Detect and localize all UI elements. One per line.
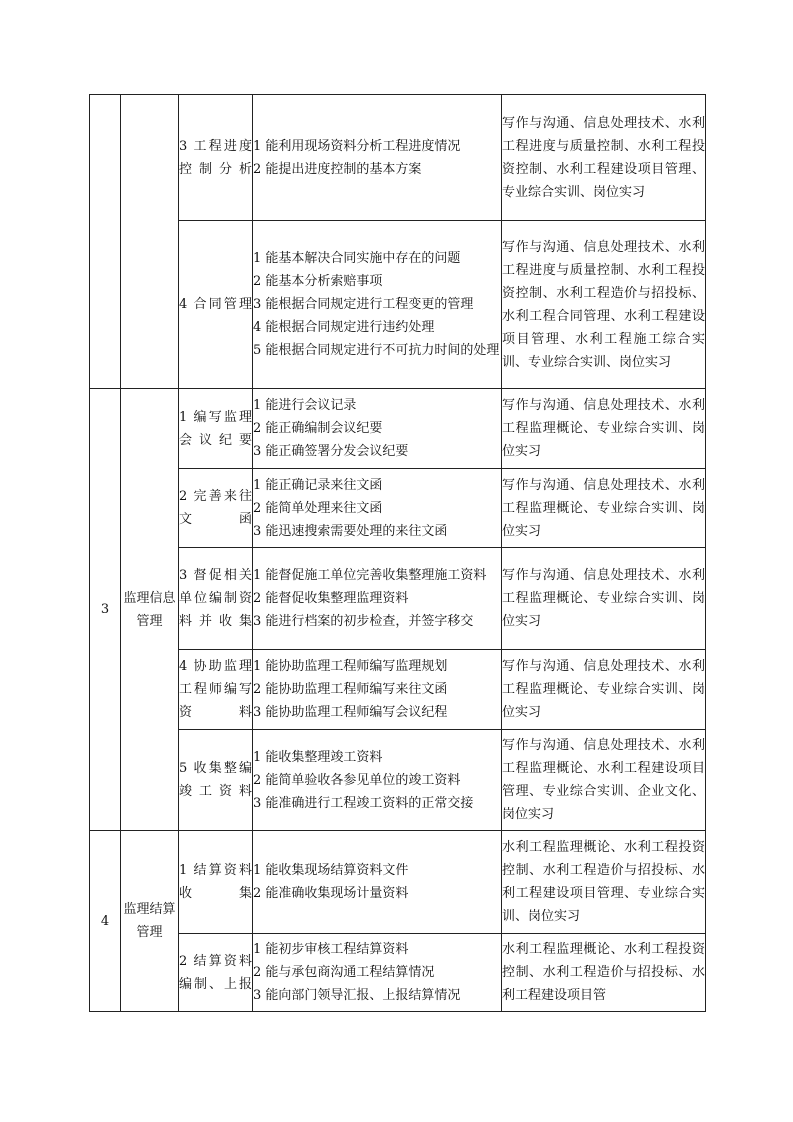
ability-item: 5 能根据合同规定进行不可抗力时间的处理: [253, 343, 500, 358]
ability-item: 2 能协助监理工程师编写来往文函: [253, 682, 448, 697]
ability-item: 3 能根据合同规定进行工程变更的管理: [253, 297, 474, 312]
table-row: [90, 221, 706, 389]
group-module-cell: [121, 95, 179, 389]
ability-cell: [253, 389, 502, 469]
task-cell: 1 结算资料收集: [179, 831, 253, 934]
ability-item: 1 能协助监理工程师编写监理规划: [253, 659, 448, 674]
ability-item: 3 能协助监理工程师编写会议纪程: [253, 705, 448, 720]
task-cell: 5 收集整编竣工资料: [179, 730, 253, 831]
ability-item: 3 能正确签署分发会议纪要: [253, 444, 409, 459]
ability-item: 2 能与承包商沟通工程结算情况: [253, 965, 435, 980]
course-cell: 写作与沟通、信息处理技术、水利工程进度与质量控制、水利工程投资控制、水利工程建设项目管理、专业综合实训、岗位实习: [502, 95, 706, 221]
course-cell: 水利工程监理概论、水利工程投资控制、水利工程造价与招投标、水利工程建设项目管: [502, 934, 706, 1012]
ability-item: 1 能利用现场资料分析工程进度情况: [253, 138, 461, 154]
task-cell: 4 协助监理工程师编写资料: [179, 650, 253, 730]
task-cell: 1 编写监理会议纪要: [179, 389, 253, 469]
ability-item: 2 能准确收集现场计量资料: [253, 886, 409, 901]
group-no-cell: 3: [90, 389, 121, 831]
course-cell: 水利工程监理概论、水利工程投资控制、水利工程造价与招投标、水利工程建设项目管理、专业综合实训、岗位实习: [502, 831, 706, 934]
ability-item: 2 能简单验收各参见单位的竣工资料: [253, 772, 461, 788]
task-cell: 3 督促相关单位编制资料并收集: [179, 548, 253, 650]
ability-item: 3 能准确进行工程竣工资料的正常交接: [253, 795, 474, 811]
table-row: [90, 95, 706, 221]
ability-item: 1 能收集现场结算资料文件: [253, 863, 409, 878]
course-cell: 写作与沟通、信息处理技术、水利工程监理概论、专业综合实训、岗位实习: [502, 469, 706, 548]
course-cell: 写作与沟通、信息处理技术、水利工程监理概论、专业综合实训、岗位实习: [502, 548, 706, 650]
task-cell: 2 完善来往文函: [179, 469, 253, 548]
task-cell: 3 工程进度控制分析: [179, 95, 253, 221]
course-cell: 写作与沟通、信息处理技术、水利工程监理概论、专业综合实训、岗位实习: [502, 389, 706, 469]
ability-item: 2 能基本分析索赔事项: [253, 274, 383, 289]
table-row: [90, 831, 706, 934]
table-row: [90, 469, 706, 548]
ability-item: 3 能迅速搜索需要处理的来往文函: [253, 523, 448, 539]
task-cell: 4 合同管理: [179, 221, 253, 389]
ability-item: 1 能进行会议记录: [253, 398, 357, 413]
ability-item: 1 能基本解决合同实施中存在的问题: [253, 251, 461, 266]
ability-cell: [253, 831, 502, 934]
group-no-cell: [90, 95, 121, 389]
ability-item: 2 能简单处理来往文函: [253, 500, 383, 516]
ability-cell: [253, 95, 502, 221]
group-no-cell: 4: [90, 831, 121, 1012]
task-cell: 2 结算资料编制、上报: [179, 934, 253, 1012]
ability-item: 4 能根据合同规定进行违约处理: [253, 320, 435, 335]
ability-cell: [253, 650, 502, 730]
course-cell: 写作与沟通、信息处理技术、水利工程监理概论、专业综合实训、岗位实习: [502, 650, 706, 730]
ability-item: 2 能正确编制会议纪要: [253, 421, 383, 436]
table-row: [90, 730, 706, 831]
ability-cell: [253, 730, 502, 831]
group-module-cell: 监理信息管理: [121, 389, 179, 831]
table-row: [90, 548, 706, 650]
ability-cell: [253, 469, 502, 548]
ability-item: 1 能正确记录来往文函: [253, 477, 383, 493]
curriculum-table: [89, 94, 706, 1012]
ability-item: 3 能向部门领导汇报、上报结算情况: [253, 988, 461, 1003]
ability-item: 2 能提出进度控制的基本方案: [253, 161, 422, 177]
ability-cell: [253, 221, 502, 389]
ability-item: 3 能进行档案的初步检查，并签字移交: [253, 614, 474, 629]
group-module-cell: 监理结算管理: [121, 831, 179, 1012]
ability-item: 2 能督促收集整理监理资料: [253, 591, 409, 606]
course-cell: 写作与沟通、信息处理技术、水利工程监理概论、水利工程建设项目管理、专业综合实训、企业文化、岗位实习: [502, 730, 706, 831]
table-row: [90, 934, 706, 1012]
table-row: [90, 650, 706, 730]
ability-item: 1 能收集整理竣工资料: [253, 749, 383, 765]
ability-item: 1 能初步审核工程结算资料: [253, 942, 409, 957]
course-cell: 写作与沟通、信息处理技术、水利工程进度与质量控制、水利工程投资控制、水利工程造价与招投标、水利工程合同管理、水利工程建设项目管理、水利工程施工综合实训、专业综合实训、岗位实习: [502, 221, 706, 389]
table-row: [90, 389, 706, 469]
ability-cell: [253, 548, 502, 650]
ability-item: 1 能督促施工单位完善收集整理施工资料: [253, 568, 487, 583]
ability-cell: [253, 934, 502, 1012]
